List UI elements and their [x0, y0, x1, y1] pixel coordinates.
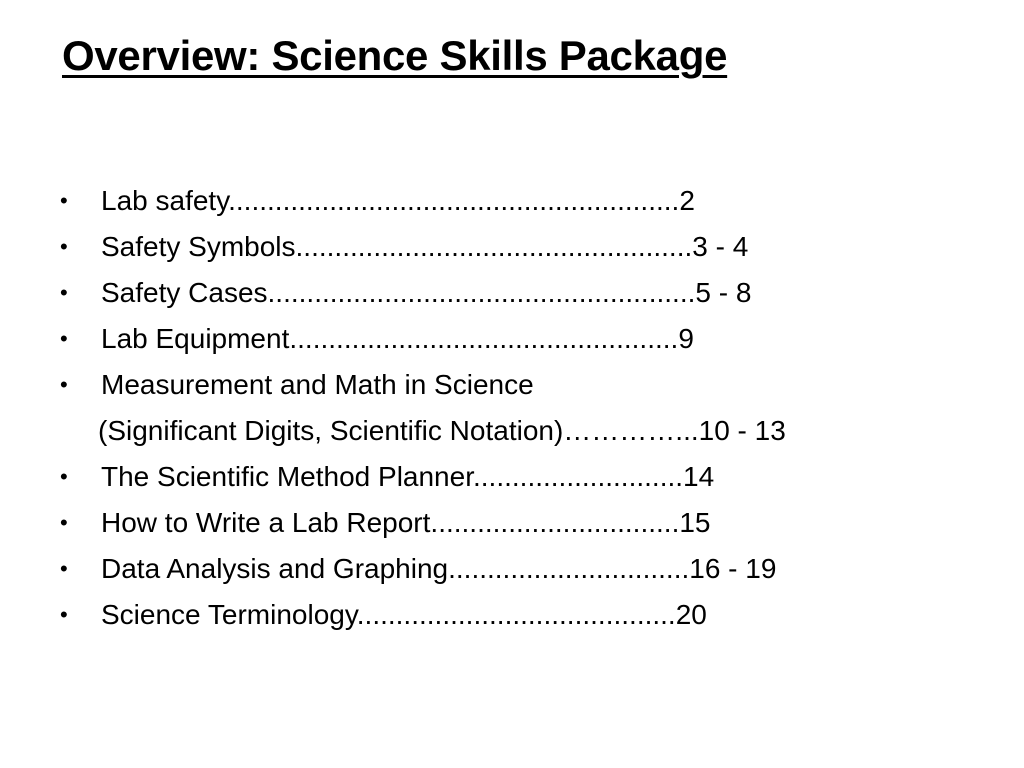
toc-item-label: The Scientific Method Planner...........................14: [101, 461, 715, 492]
bullet-icon: •: [60, 510, 68, 535]
table-of-contents: [60, 178, 1000, 638]
toc-item-label: Lab safety..........................................................2: [101, 185, 695, 216]
toc-item-label: (Significant Digits, Scientific Notation)…………...10 - 13: [98, 415, 786, 446]
toc-item-label: Lab Equipment..................................................9: [101, 323, 694, 354]
bullet-icon: •: [60, 556, 68, 581]
bullet-icon: •: [60, 464, 68, 489]
toc-item-safety-cases: [60, 270, 1000, 316]
toc-item-label: Safety Cases.......................................................5 - 8: [101, 277, 752, 308]
toc-item-lab-equipment: [60, 316, 1000, 362]
bullet-icon: •: [60, 280, 68, 305]
toc-item-label: Data Analysis and Graphing...............................16 - 19: [101, 553, 777, 584]
toc-item-label: How to Write a Lab Report................................15: [101, 507, 711, 538]
toc-item-measurement-math: [60, 362, 1000, 408]
page-title: Overview: Science Skills Package: [62, 32, 728, 79]
toc-item-label: Safety Symbols...................................................3 - 4: [101, 231, 749, 262]
bullet-icon: •: [60, 372, 68, 397]
bullet-icon: •: [60, 326, 68, 351]
toc-item-label: Measurement and Math in Science: [101, 369, 534, 400]
toc-item-lab-safety: [60, 178, 1000, 224]
toc-item-safety-symbols: [60, 224, 1000, 270]
toc-item-data-analysis: [60, 546, 1000, 592]
toc-item-measurement-math-continuation: [60, 408, 1000, 454]
toc-item-label: Science Terminology.........................................20: [101, 599, 707, 630]
toc-item-lab-report: [60, 500, 1000, 546]
bullet-icon: •: [60, 188, 68, 213]
toc-item-science-terminology: [60, 592, 1000, 638]
bullet-icon: •: [60, 234, 68, 259]
bullet-icon: •: [60, 602, 68, 627]
toc-item-scientific-method: [60, 454, 1000, 500]
